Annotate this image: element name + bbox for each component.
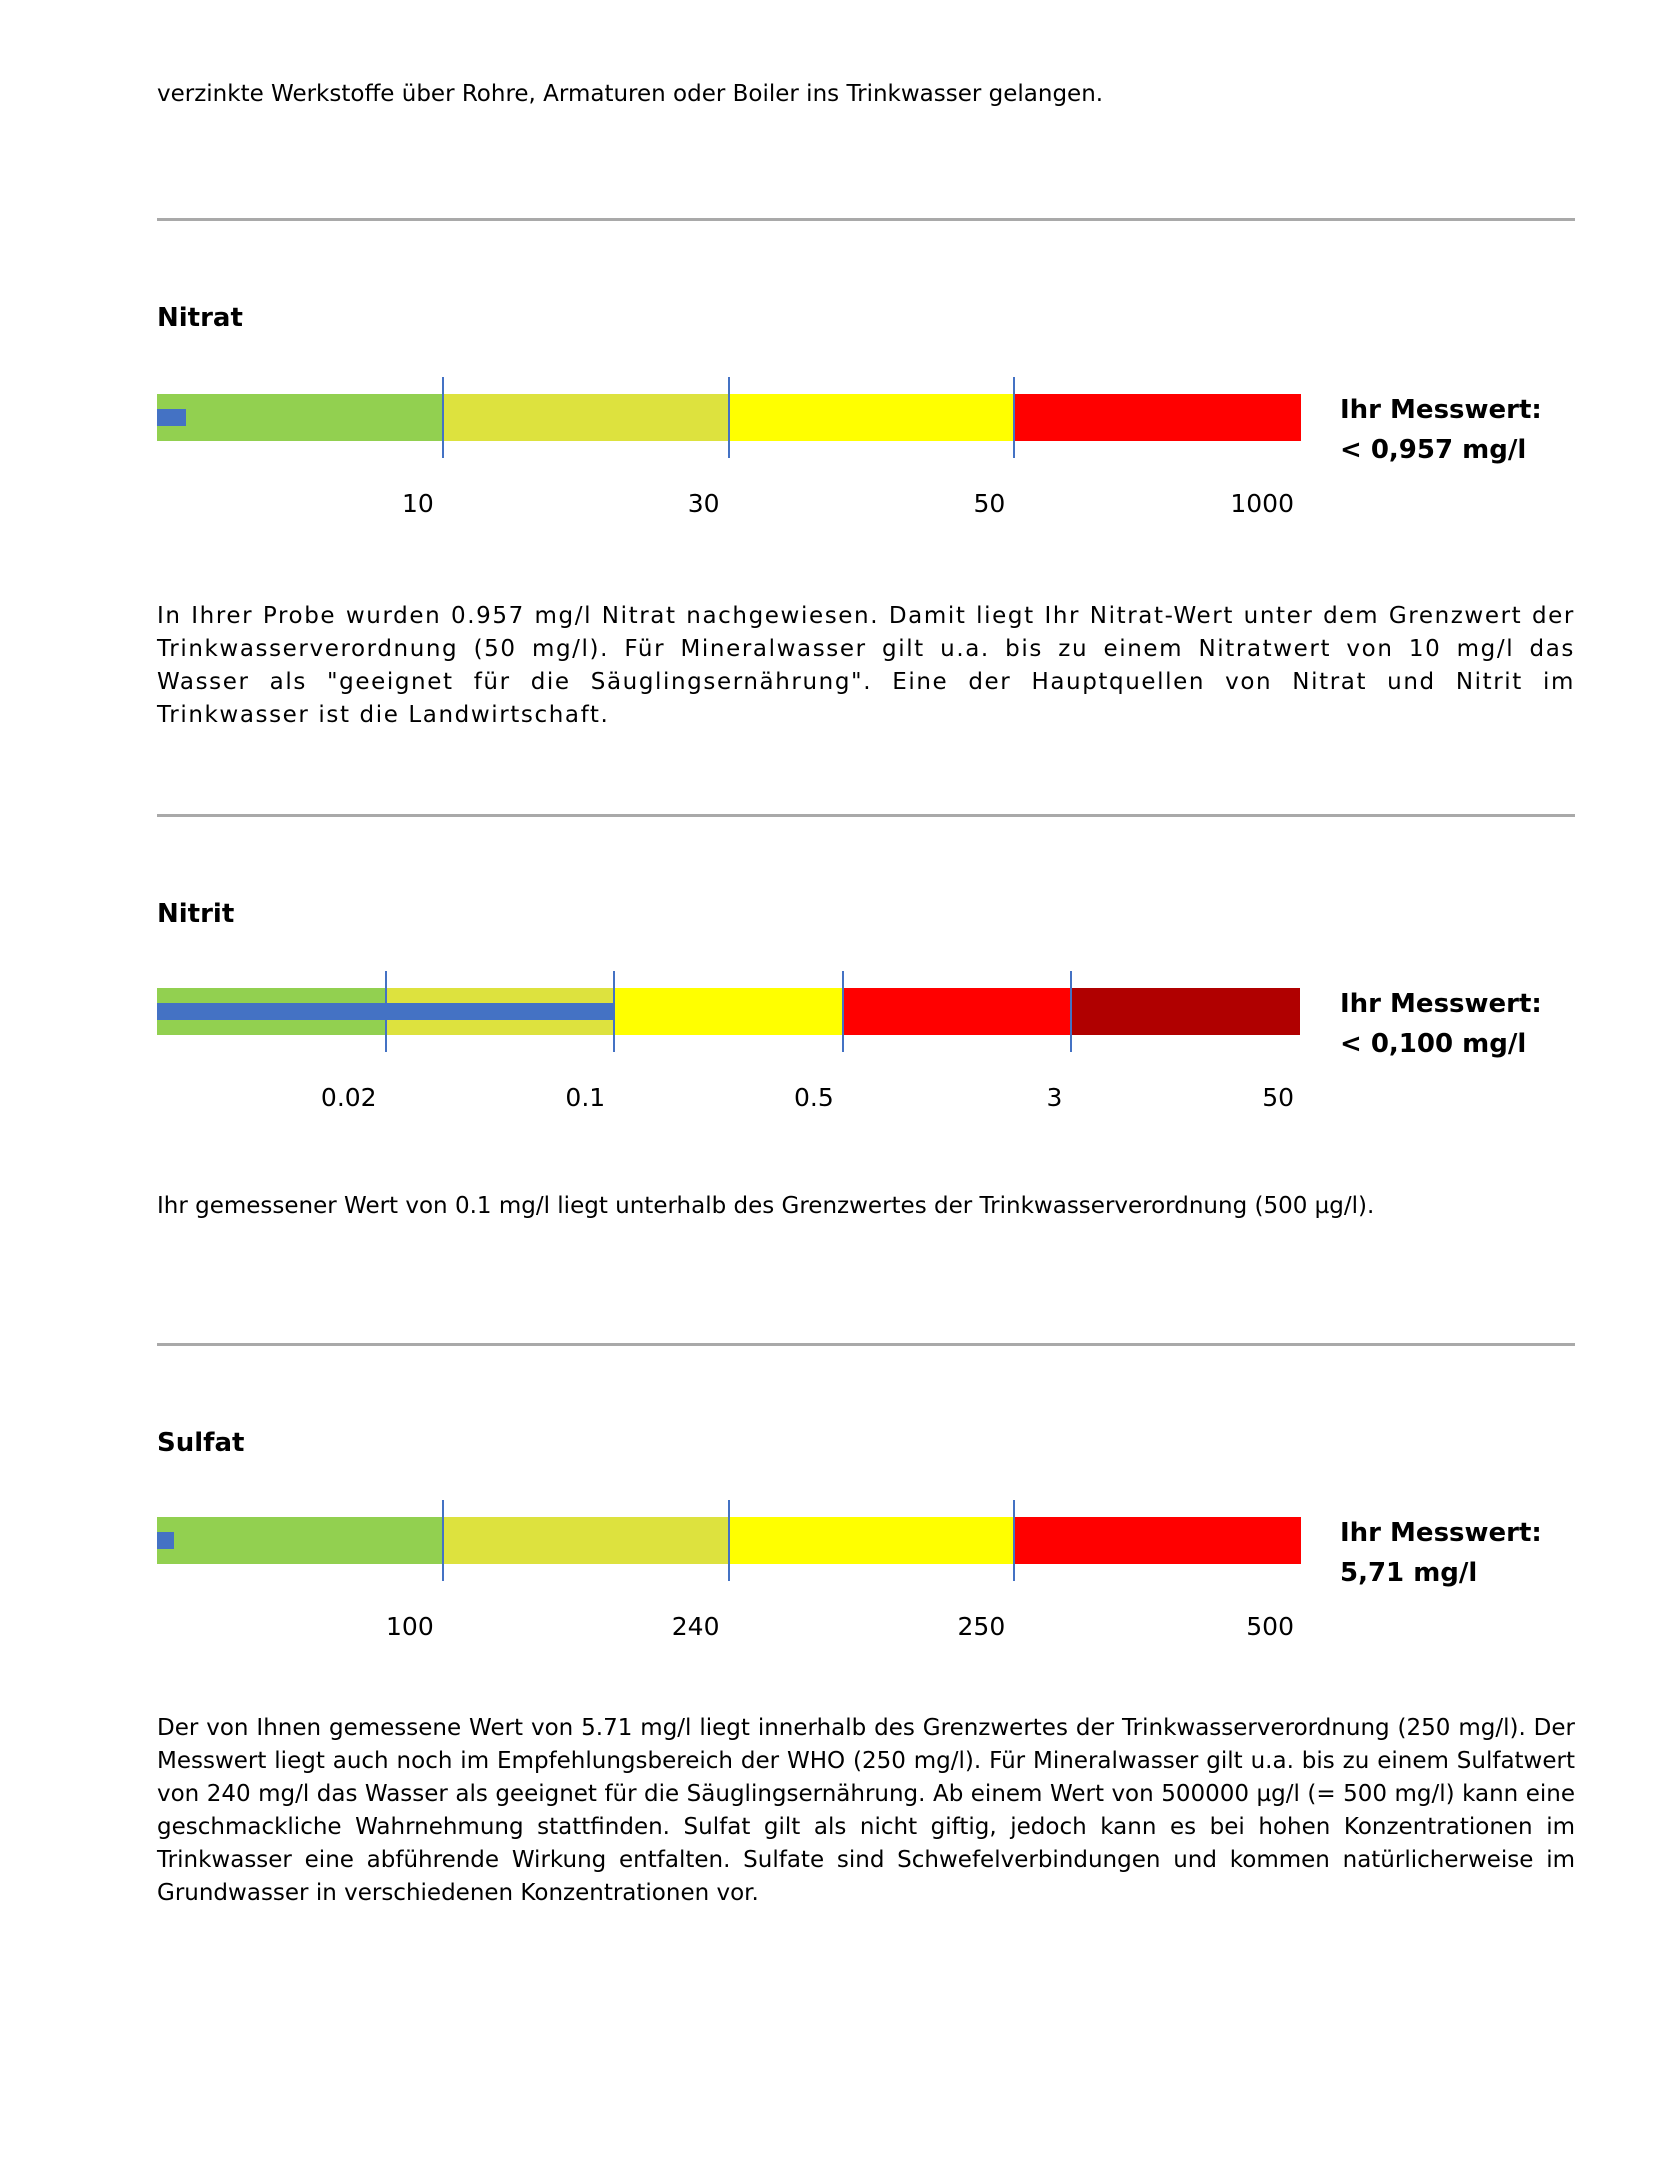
threshold-line: [1013, 377, 1015, 458]
threshold-line: [842, 971, 844, 1052]
section-divider: [157, 218, 1575, 221]
section-title-nitrit: Nitrit: [157, 899, 235, 929]
threshold-line: [1013, 1500, 1015, 1581]
result-label: Ihr Messwert:: [1340, 1518, 1542, 1548]
threshold-line: [613, 971, 615, 1052]
gauge-nitrat: [157, 394, 1300, 518]
paragraph-nitrat: In Ihrer Probe wurden 0.957 mg/l Nitrat nachgewiesen. Damit liegt Ihr Nitrat-Wert unter dem Grenzwert der Trinkwasserverordnung (50 mg/l). Für Mineralwasser gilt u.a. bis zu einem Nitratwert von 10 mg/l das Wasser als "geeignet für die Säuglingsernährung". Eine der Hauptquellen von Nitrat und Nitrit im Trinkwasser ist die Landwirtschaft.: [157, 603, 1575, 728]
tick-label: 50: [1262, 1083, 1294, 1112]
gauge-segment: [843, 988, 1072, 1035]
result-label: Ihr Messwert:: [1340, 395, 1542, 425]
tick-label: 100: [386, 1612, 434, 1641]
gauge-segment: [1014, 394, 1300, 441]
gauge-segment: [614, 988, 843, 1035]
section-title-sulfat: Sulfat: [157, 1428, 245, 1458]
measured-value-marker: [157, 1532, 174, 1549]
tick-label: 0.1: [565, 1083, 606, 1112]
intro-text: verzinkte Werkstoffe über Rohre, Armaturen oder Boiler ins Trinkwasser gelangen.: [157, 81, 1104, 107]
tick-label: 500: [1246, 1612, 1294, 1641]
gauge-segment: [443, 1517, 729, 1564]
gauge-nitrit: [157, 988, 1300, 1112]
tick-label: 10: [401, 489, 434, 518]
gauge-sulfat: [157, 1517, 1300, 1641]
result-label: Ihr Messwert:: [1340, 989, 1542, 1019]
threshold-line: [442, 1500, 444, 1581]
section-divider: [157, 1343, 1575, 1346]
measured-value-marker: [157, 409, 186, 426]
tick-label: 30: [687, 489, 720, 518]
tick-label: 1000: [1230, 489, 1294, 518]
tick-label: 50: [973, 489, 1006, 518]
tick-label: 0.02: [320, 1083, 377, 1112]
gauge-segment: [157, 394, 443, 441]
threshold-line: [728, 377, 730, 458]
result-value: 5,71 mg/l: [1340, 1558, 1478, 1588]
gauge-segment: [1014, 1517, 1300, 1564]
section-title-nitrat: Nitrat: [157, 303, 243, 333]
result-sulfat: [1340, 1513, 1542, 1593]
result-value: < 0,100 mg/l: [1340, 1029, 1527, 1059]
threshold-line: [385, 971, 387, 1052]
threshold-line: [442, 377, 444, 458]
gauge-segment: [729, 1517, 1015, 1564]
tick-label: 250: [957, 1612, 1006, 1641]
gauge-segment: [157, 1517, 443, 1564]
gauge-segment: [1071, 988, 1300, 1035]
tick-label: 240: [671, 1612, 720, 1641]
gauge-segment: [443, 394, 729, 441]
tick-label: 3: [1046, 1083, 1063, 1112]
result-nitrat: [1340, 390, 1542, 470]
result-nitrit: [1340, 984, 1542, 1064]
tick-label: 0.5: [794, 1083, 834, 1112]
paragraph-sulfat: Der von Ihnen gemessene Wert von 5.71 mg/l liegt innerhalb des Grenzwertes der Trinkwasserverordnung (250 mg/l). Der Messwert liegt auch noch im Empfehlungsbereich der WHO (250 mg/l). Für Mineralwasser gilt u.a. bis zu einem Sulfatwert von 240 mg/l das Wasser als geeignet für die Säuglingsernährung. Ab einem Wert von 500000 µg/l (= 500 mg/l) kann eine geschmackliche Wahrnehmung stattfinden. Sulfat gilt als nicht giftig, jedoch kann es bei hohen Konzentrationen im Trinkwasser eine abführende Wirkung entfalten. Sulfate sind Schwefelverbindungen und kommen natürlicherweise im Grundwasser in verschiedenen Konzentrationen vor.: [157, 1715, 1575, 1906]
section-divider: [157, 814, 1575, 817]
paragraph-nitrit: Ihr gemessener Wert von 0.1 mg/l liegt unterhalb des Grenzwertes der Trinkwasserverordnung (500 µg/l).: [157, 1193, 1375, 1219]
threshold-line: [1070, 971, 1072, 1052]
gauge-segment: [729, 394, 1015, 441]
result-value: < 0,957 mg/l: [1340, 435, 1527, 465]
threshold-line: [728, 1500, 730, 1581]
